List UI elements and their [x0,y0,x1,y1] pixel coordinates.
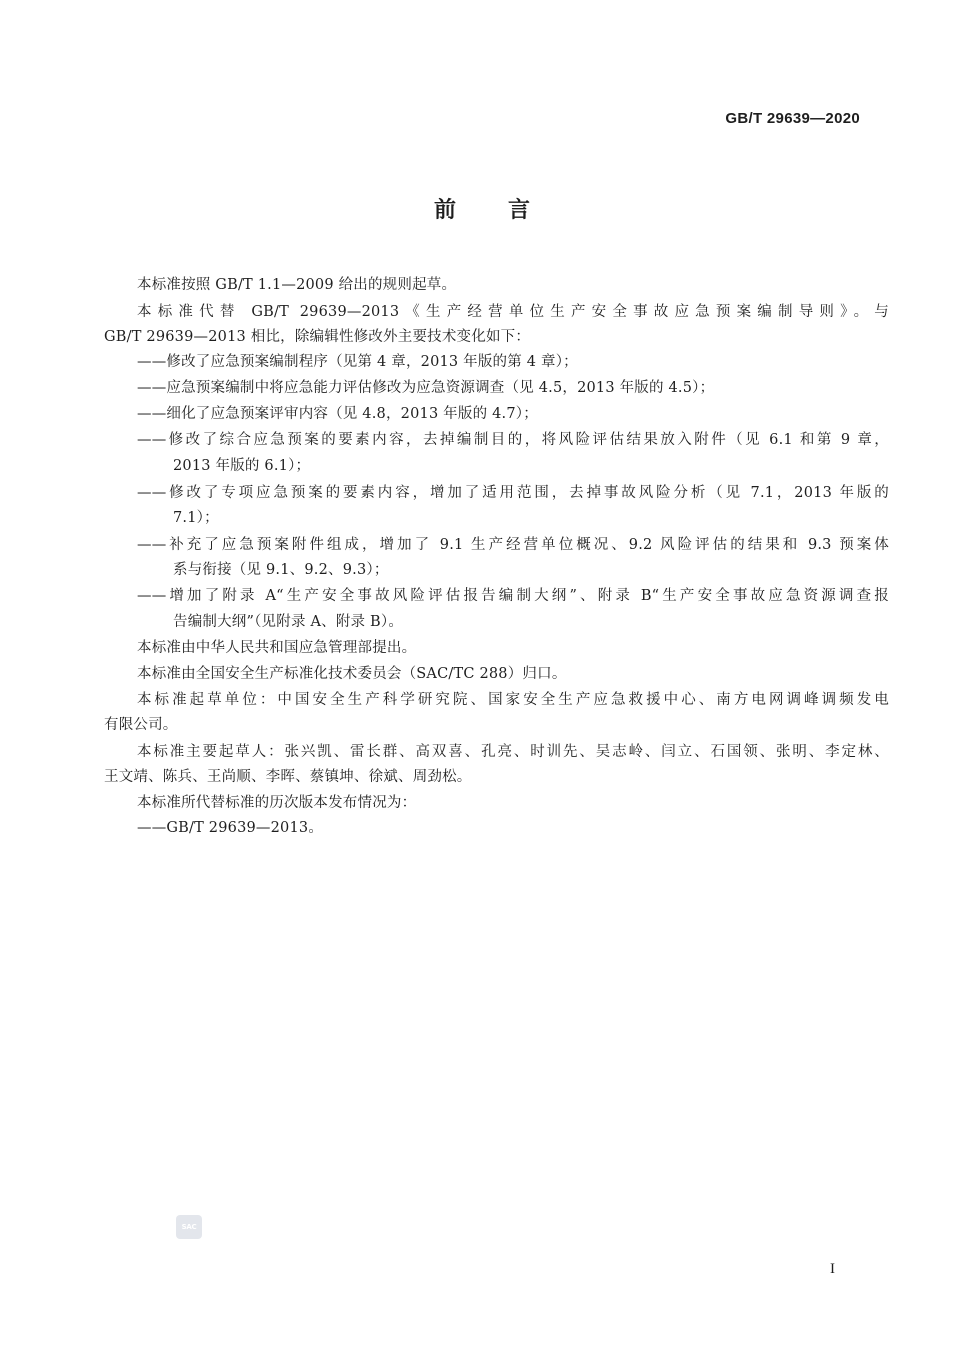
change-item-5-line1: ——修改了专项应急预案的要素内容，增加了适用范围，去掉事故风险分析（见 7.1，2013 年版的 [137,485,889,501]
paragraph-drafters-line2: 王文靖、陈兵、王尚顺、李晖、蔡镇坤、徐斌、周劲松。 [104,769,472,785]
page-number: I [830,1261,835,1277]
watermark-label: SAC [181,1223,197,1231]
paragraph-drafters-line1: 本标准主要起草人：张兴凯、雷长群、高双喜、孔亮、时训先、吴志岭、闫立、石国领、张明、李定林、 [137,744,889,760]
paragraph-committee: 本标准由全国安全生产标准化技术委员会（SAC/TC 288）归口。 [137,666,567,682]
sac-logo-icon [176,1215,202,1239]
paragraph-drafting-units-line1: 本标准起草单位：中国安全生产科学研究院、国家安全生产应急救援中心、南方电网调峰调频发电 [137,692,889,708]
paragraph-history-item: ——GB/T 29639—2013。 [137,820,324,836]
page-title: 前言 [433,198,582,223]
change-item-5-line2: 7.1）； [173,510,219,526]
paragraph-replaces-line2: GB/T 29639—2013 相比，除编辑性修改外主要技术变化如下： [104,329,531,345]
paragraph-replaces-line1: 本标准代替 GB/T 29639—2013《生产经营单位生产安全事故应急预案编制导则》。与 [137,304,889,320]
standard-code: GB/T 29639—2020 [725,110,860,127]
paragraph-drafting-units-line2: 有限公司。 [104,717,178,733]
paragraph-history-intro: 本标准所代替标准的历次版本发布情况为： [137,795,417,811]
change-item-6-line1: ——补充了应急预案附件组成，增加了 9.1 生产经营单位概况、9.2 风险评估的结果和 9.3 预案体 [137,537,889,553]
change-item-4-line1: ——修改了综合应急预案的要素内容，去掉编制目的，将风险评估结果放入附件（见 6.1 和第 9 章， [137,432,889,448]
change-item-3: ——细化了应急预案评审内容（见 4.8，2013 年版的 4.7）； [137,406,538,422]
change-item-7-line1: ——增加了附录 A“生产安全事故风险评估报告编制大纲”、附录 B“生产安全事故应急资源调查报 [137,588,889,604]
paragraph-drafting-rules: 本标准按照 GB/T 1.1—2009 给出的规则起草。 [137,277,457,293]
paragraph-proposer: 本标准由中华人民共和国应急管理部提出。 [137,640,417,656]
change-item-4-line2: 2013 年版的 6.1）； [173,458,311,474]
change-item-2: ——应急预案编制中将应急能力评估修改为应急资源调查（见 4.5，2013 年版的 4.5）； [137,380,715,396]
change-item-1: ——修改了应急预案编制程序（见第 4 章，2013 年版的第 4 章）； [137,354,578,370]
change-item-7-line2: 告编制大纲”（见附录 A、附录 B）。 [173,614,404,630]
change-item-6-line2: 系与衔接（见 9.1、9.2、9.3）； [173,562,389,578]
